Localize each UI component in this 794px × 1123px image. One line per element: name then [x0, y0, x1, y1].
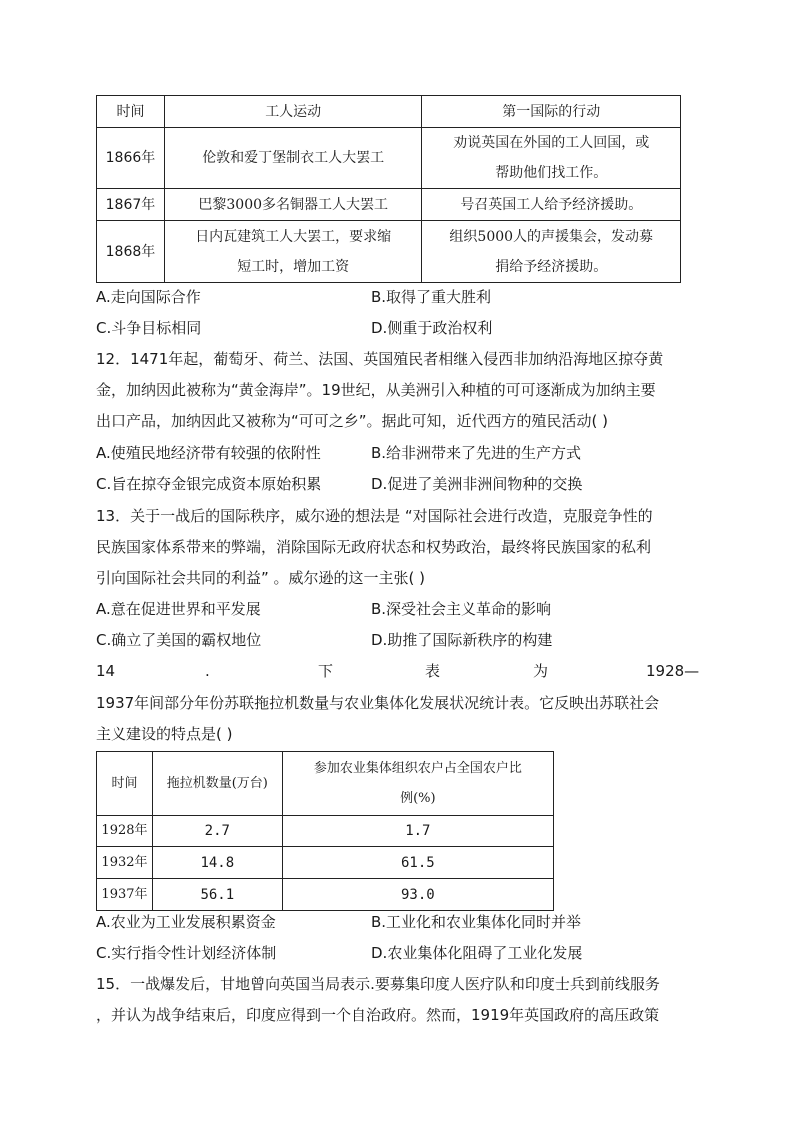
header-tractors: 拖拉机数量(万台) — [152, 752, 282, 816]
year-cell: 1868年 — [97, 221, 165, 283]
q13-option-b: B.深受社会主义革命的影响 — [371, 600, 552, 618]
q13-text-line: 引向国际社会共同的利益” 。威尔逊的这一主张( ) — [96, 569, 426, 587]
pct-cell: 93.0 — [282, 879, 553, 911]
action-line: 捐给予经济援助。 — [495, 258, 608, 275]
action-line: 组织5000人的声援集会，发动募 — [449, 228, 654, 245]
table-header-row — [97, 752, 554, 816]
year-cell: 1937年 — [97, 879, 153, 911]
q14-text-line: 主义建设的特点是( ) — [96, 725, 233, 743]
action-line: 帮助他们找工作。 — [495, 165, 608, 181]
header-collective-pct — [282, 752, 553, 816]
q13-option-d: D.助推了国际新秩序的构建 — [371, 631, 553, 649]
q14-word: 为 — [533, 662, 549, 680]
year-cell: 1866年 — [97, 128, 165, 189]
pct-cell: 1.7 — [282, 816, 553, 847]
q15-text-line: ，并认为战争结束后，印度应得到一个自治政府。然而，1919年英国政府的高压政策 — [96, 1006, 660, 1024]
q14-option-b: B.工业化和农业集体化同时并举 — [371, 913, 582, 931]
q13-option-a: A.意在促进世界和平发展 — [96, 600, 261, 618]
q14-word: 下 — [318, 662, 334, 680]
tractor-cell: 14.8 — [152, 847, 282, 879]
q13-text-line: 民族国家体系带来的弊端，消除国际无政府状态和权势政治，最终将民族国家的私利 — [96, 538, 652, 556]
movement-line: 短工时，增加工资 — [237, 258, 350, 275]
movement-cell: 伦敦和爱丁堡制衣工人大罢工 — [164, 128, 422, 189]
table-row — [97, 847, 554, 879]
q12-text-line: 金，加纳因此被称为“黄金海岸”。19世纪，从美洲引入种植的可可逐渐成为加纳主要 — [96, 381, 656, 399]
soviet-tractor-table — [96, 751, 554, 911]
action-cell — [422, 128, 681, 189]
header-line: 例(%) — [400, 790, 436, 806]
header-movement: 工人运动 — [164, 96, 422, 128]
pct-cell: 61.5 — [282, 847, 553, 879]
action-line: 劝说英国在外国的工人回国，或 — [453, 135, 650, 151]
q14-option-d: D.农业集体化阻碍了工业化发展 — [371, 944, 583, 962]
q11-option-b: B.取得了重大胜利 — [371, 288, 492, 306]
table-row — [97, 816, 554, 847]
table-row — [97, 189, 681, 221]
q12-option-c: C.旨在掠夺金银完成资本原始积累 — [96, 475, 322, 493]
q14-word: . — [205, 662, 210, 680]
header-line: 参加农业集体组织农户占全国农户比 — [313, 760, 522, 776]
q11-option-c: C.斗争目标相同 — [96, 319, 202, 337]
year-cell: 1932年 — [97, 847, 153, 879]
workers-movement-table — [96, 95, 681, 283]
q14-option-a: A.农业为工业发展积累资金 — [96, 913, 276, 931]
header-time: 时间 — [97, 96, 165, 128]
action-cell — [422, 221, 681, 283]
movement-line: 日内瓦建筑工人大罢工，要求缩 — [195, 228, 392, 245]
movement-cell: 巴黎3000多名铜器工人大罢工 — [164, 189, 422, 221]
header-time: 时间 — [97, 752, 153, 816]
tractor-cell: 56.1 — [152, 879, 282, 911]
q13-option-c: C.确立了美国的霸权地位 — [96, 631, 262, 649]
table-row — [97, 221, 681, 283]
tractor-cell: 2.7 — [152, 816, 282, 847]
q12-option-a: A.使殖民地经济带有较强的依附性 — [96, 444, 321, 462]
q12-option-b: B.给非洲带来了先进的生产方式 — [371, 444, 582, 462]
q11-option-d: D.侧重于政治权利 — [371, 319, 493, 337]
q12-option-d: D.促进了美洲非洲间物种的交换 — [371, 475, 583, 493]
q14-text-line: 1937年间部分年份苏联拖拉机数量与农业集体化发展状况统计表。它反映出苏联社会 — [96, 694, 660, 712]
q12-text-line: 出口产品，加纳因此又被称为“可可之乡”。据此可知，近代西方的殖民活动( ) — [96, 412, 609, 430]
q14-option-c: C.实行指令性计划经济体制 — [96, 944, 277, 962]
year-cell: 1928年 — [97, 816, 153, 847]
year-cell: 1867年 — [97, 189, 165, 221]
action-cell: 号召英国工人给予经济援助。 — [422, 189, 681, 221]
q11-option-a: A.走向国际合作 — [96, 288, 201, 306]
q15-text-line: 15．一战爆发后，甘地曾向英国当局表示.要募集印度人医疗队和印度士兵到前线服务 — [96, 975, 660, 993]
table-header-row — [97, 96, 681, 128]
header-action: 第一国际的行动 — [422, 96, 681, 128]
q13-text-line: 13．关于一战后的国际秩序，威尔逊的想法是 “对国际社会进行改造，克服竞争性的 — [96, 507, 653, 525]
table-row — [97, 128, 681, 189]
q14-word: 1928— — [646, 662, 700, 680]
movement-cell — [164, 221, 422, 283]
q12-text-line: 12．1471年起，葡萄牙、荷兰、法国、英国殖民者相继入侵西非加纳沿海地区掠夺黄 — [96, 350, 664, 368]
q14-word: 表 — [425, 662, 441, 680]
table-row — [97, 879, 554, 911]
q14-number: 14 — [96, 662, 116, 680]
